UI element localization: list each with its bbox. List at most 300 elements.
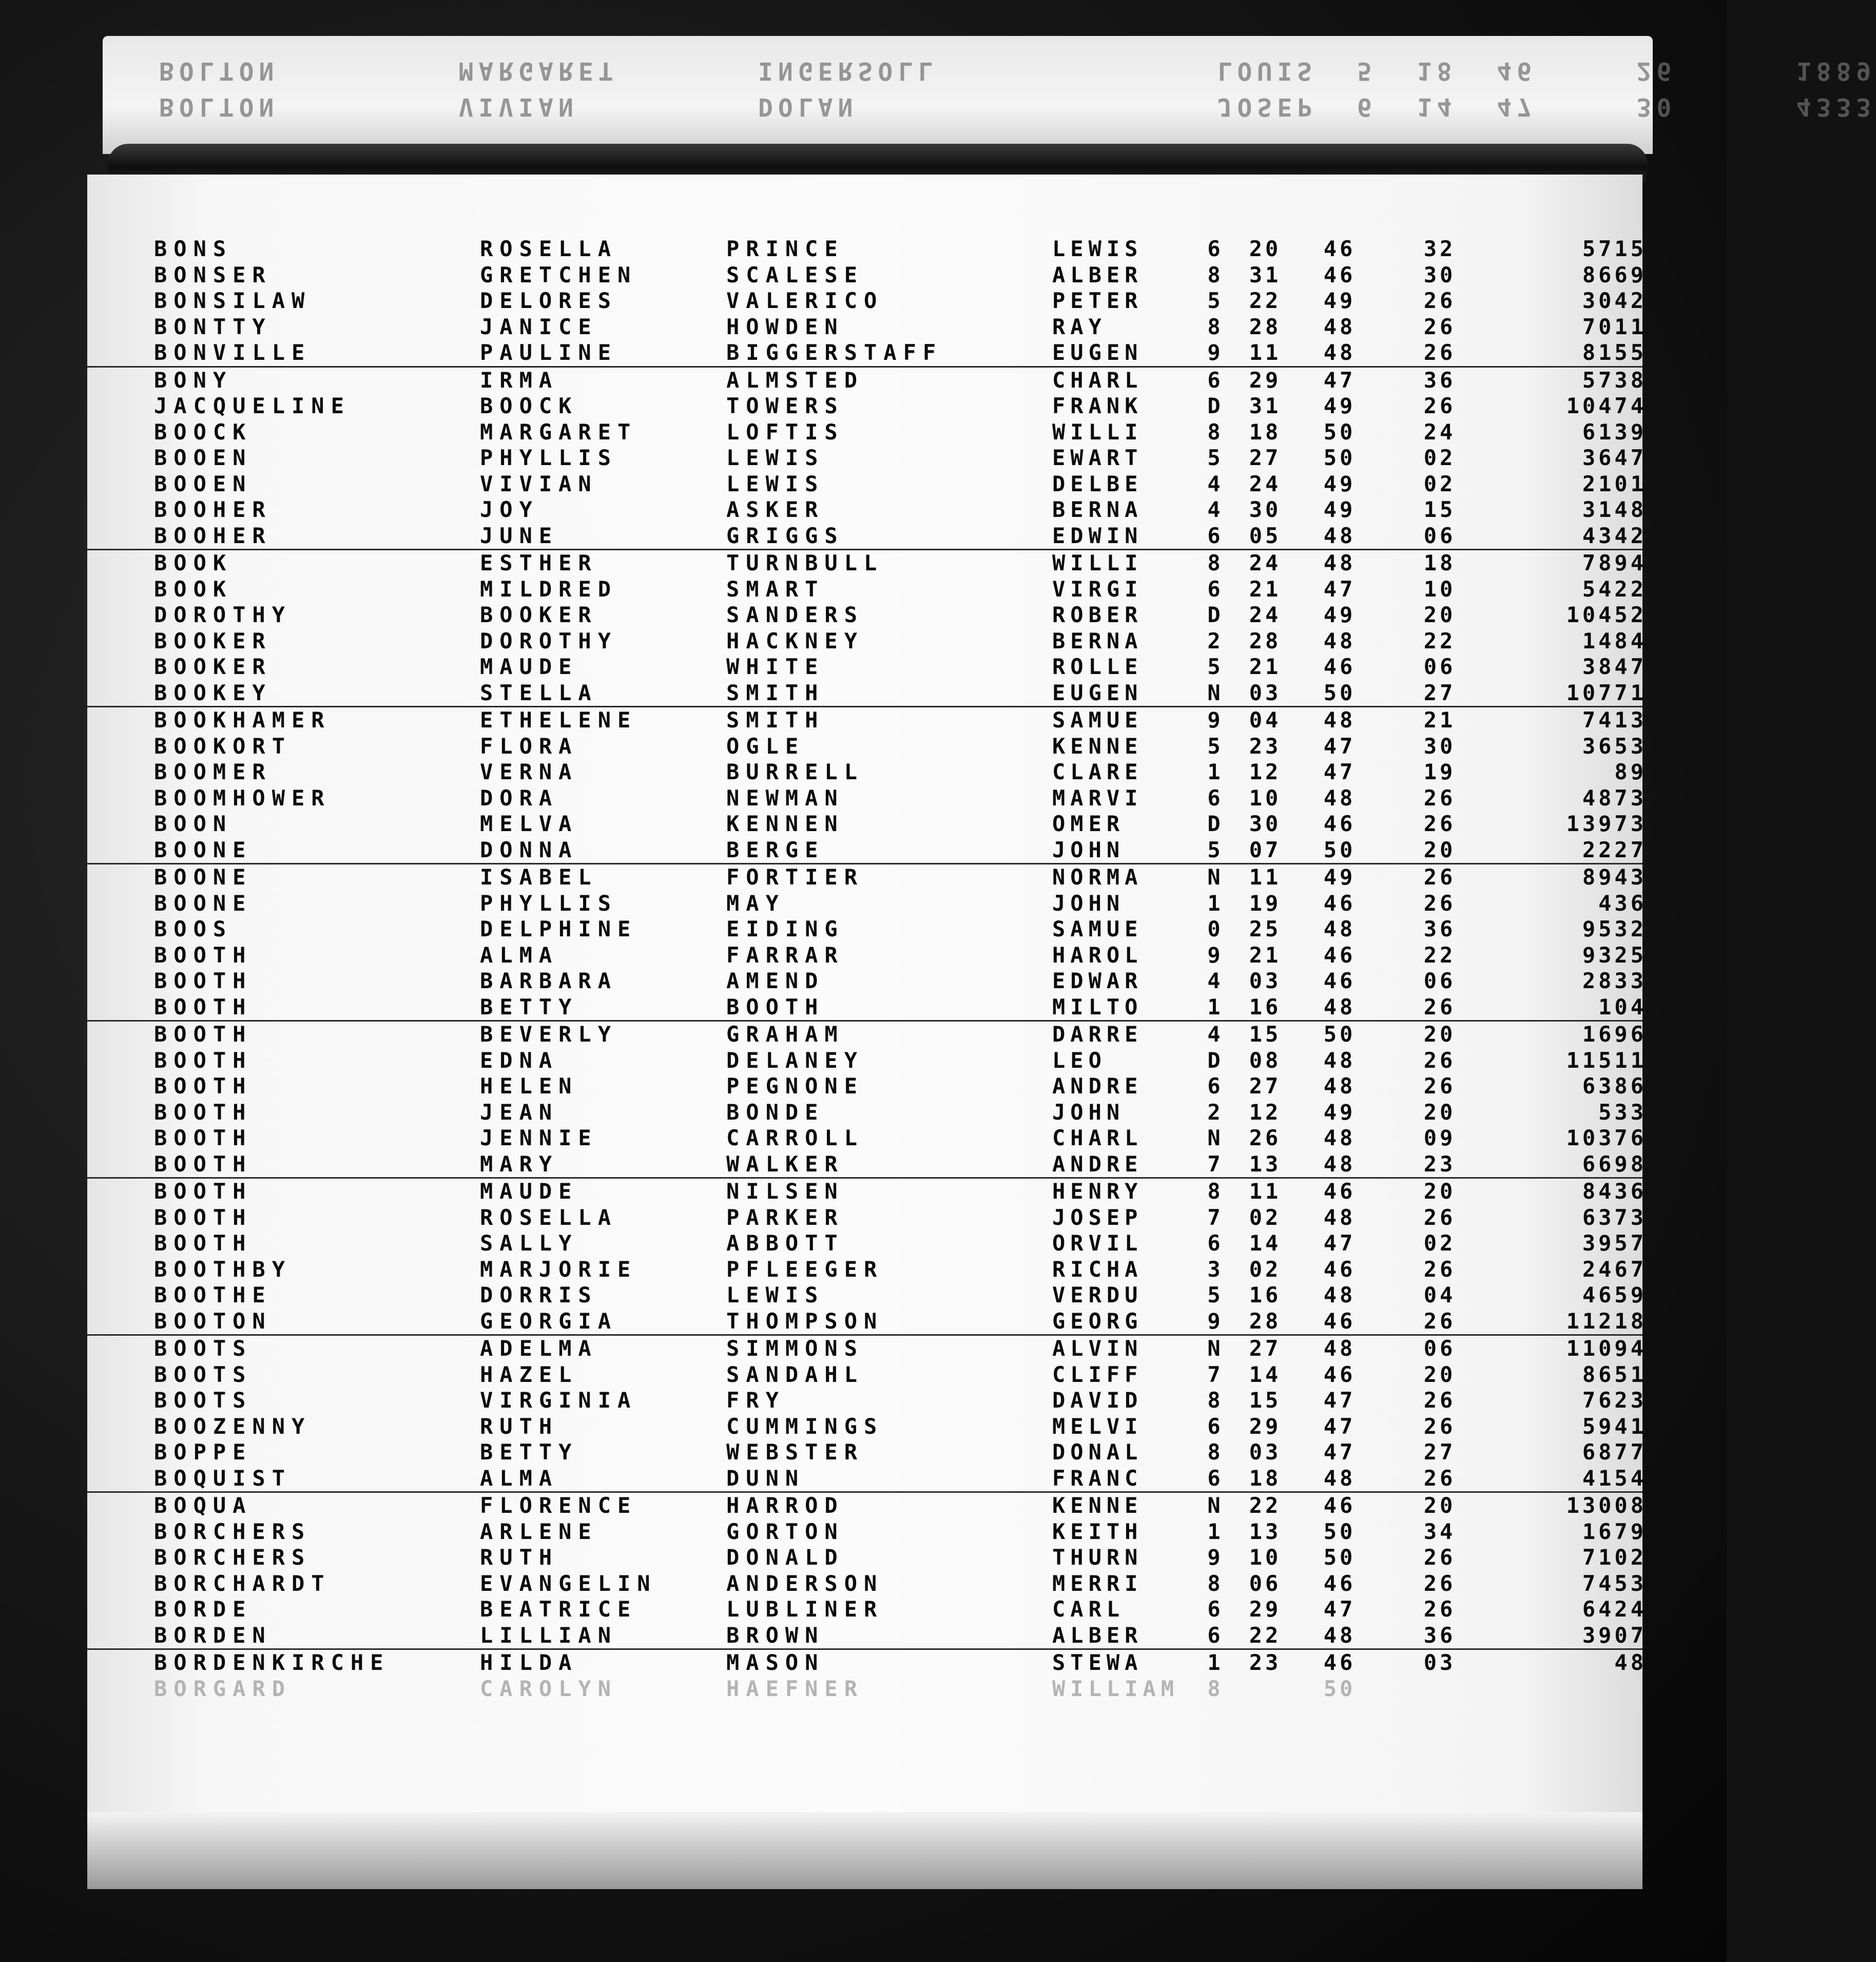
first-name-cell: MILDRED <box>480 576 618 602</box>
surname-cell: BOOKER <box>154 654 272 679</box>
month-cell: D <box>1207 1047 1221 1073</box>
surname-cell: BOOK <box>154 576 233 602</box>
record-row <box>87 1204 1647 1231</box>
spouse-first-name-cell: CHARL <box>1052 1125 1143 1150</box>
spouse-surname-cell: MASON <box>726 1650 825 1675</box>
year-cell: 46 <box>1323 236 1356 261</box>
first-name-cell: ESTHER <box>480 550 598 575</box>
surname-cell: BOOTH <box>154 1230 253 1256</box>
record-row <box>87 994 1647 1021</box>
month-cell: 9 <box>1207 707 1221 733</box>
first-name-cell: FLORA <box>480 733 578 759</box>
spouse-surname-cell: BROWN <box>726 1622 825 1648</box>
first-name-cell: MARJORIE <box>480 1256 637 1282</box>
surname-cell: BOOTH <box>154 968 253 993</box>
surname-cell: BONTTY <box>154 314 272 339</box>
first-name-cell: DELORES <box>480 288 618 313</box>
code-cell: 26 <box>1423 1596 1456 1622</box>
month-cell: 6 <box>1207 1596 1221 1622</box>
month-cell: 1 <box>1207 890 1221 916</box>
month-cell: 5 <box>1207 288 1221 313</box>
spouse-first-name-cell: NORMA <box>1052 864 1143 890</box>
first-name-cell: LILLIAN <box>480 1622 618 1648</box>
spouse-surname-cell: FRY <box>726 1388 785 1413</box>
spouse-surname-cell: HARROD <box>726 1493 844 1518</box>
spouse-first-name-cell: JOHN <box>1052 1099 1125 1125</box>
record-number-cell: 10771 <box>1566 680 1647 705</box>
spouse-first-name-cell: KENNE <box>1052 733 1143 759</box>
year-cell: 48 <box>1323 1336 1356 1361</box>
record-number-cell: 6373 <box>1582 1204 1647 1230</box>
year-cell: 50 <box>1323 1545 1356 1570</box>
code-cell: 18 <box>1423 550 1456 575</box>
year-cell: 47 <box>1323 1596 1356 1622</box>
first-name-cell: FLORENCE <box>480 1493 637 1518</box>
spouse-surname-cell: BURRELL <box>726 759 864 784</box>
month-cell: D <box>1207 393 1221 418</box>
month-cell: 9 <box>1207 1308 1221 1334</box>
day-cell: 13 <box>1249 1151 1282 1177</box>
first-name-cell: MARGARET <box>480 419 637 445</box>
month-cell: N <box>1207 1125 1221 1150</box>
spouse-surname-cell: CUMMINGS <box>726 1413 884 1439</box>
spouse-first-name-cell: HENRY <box>1052 1179 1143 1204</box>
record-number-cell: 6424 <box>1582 1596 1647 1622</box>
year-cell: 49 <box>1323 602 1356 627</box>
record-number-cell: 10376 <box>1566 1125 1647 1150</box>
spouse-surname-cell: AMEND <box>726 968 825 993</box>
spouse-first-name-cell: DAVID <box>1052 1388 1143 1413</box>
code-cell: 26 <box>1423 1204 1456 1230</box>
surname-cell: BOONE <box>154 864 253 890</box>
surname-cell: BORCHERS <box>154 1545 312 1570</box>
first-name-cell: PHYLLIS <box>480 445 618 470</box>
first-name-cell: DELPHINE <box>480 916 637 941</box>
month-cell: 5 <box>1207 733 1221 759</box>
record-row <box>87 706 1647 734</box>
code-cell: 09 <box>1423 1125 1456 1150</box>
spouse-first-name-cell: ALBER <box>1052 1622 1143 1648</box>
code-cell: 21 <box>1423 707 1456 733</box>
code-cell: 36 <box>1423 916 1456 941</box>
year-cell: 48 <box>1323 1047 1356 1073</box>
surname-cell: BONY <box>154 367 233 393</box>
spouse-first-name-cell: EUGEN <box>1052 680 1143 705</box>
month-cell: 9 <box>1207 942 1221 968</box>
code-cell: 32 <box>1423 236 1456 261</box>
year-cell: 49 <box>1323 288 1356 313</box>
spouse-surname-cell: CARROLL <box>726 1125 864 1150</box>
code-cell: 06 <box>1423 523 1456 548</box>
spouse-surname-cell: WHITE <box>726 654 825 679</box>
day-cell: 13 <box>1249 1518 1282 1544</box>
record-row <box>87 890 1647 917</box>
record-number-cell: 89 <box>1614 759 1647 784</box>
code-cell: 06 <box>1423 654 1456 679</box>
record-row <box>87 419 1647 446</box>
record-number-cell: 48 <box>1614 1650 1647 1675</box>
record-row <box>87 1491 1647 1519</box>
spouse-first-name-cell: ALBER <box>1052 262 1143 287</box>
year-cell: 48 <box>1323 1151 1356 1177</box>
month-cell: N <box>1207 864 1221 890</box>
mirrored-text-line: BOLTON MARGARET INGERSOLL LOUIS 5 18 46 26 1889 <box>159 56 1876 85</box>
first-name-cell: RUTH <box>480 1413 559 1439</box>
first-name-cell: JOY <box>480 497 539 522</box>
spouse-surname-cell: LEWIS <box>726 471 825 496</box>
year-cell: 46 <box>1323 942 1356 968</box>
surname-cell: BOOTHBY <box>154 1256 292 1282</box>
record-row <box>87 968 1647 994</box>
month-cell: D <box>1207 811 1221 836</box>
record-row <box>87 497 1647 523</box>
surname-cell: BORDENKIRCHE <box>154 1650 390 1675</box>
day-cell: 21 <box>1249 654 1282 679</box>
spouse-first-name-cell: LEWIS <box>1052 236 1143 261</box>
day-cell: 05 <box>1249 523 1282 548</box>
surname-cell: BOQUIST <box>154 1465 292 1491</box>
surname-cell: BOOTH <box>154 1099 253 1125</box>
day-cell: 29 <box>1249 1413 1282 1439</box>
year-cell: 46 <box>1323 1361 1356 1387</box>
year-cell: 50 <box>1323 1676 1356 1701</box>
month-cell: 6 <box>1207 236 1221 261</box>
surname-cell: BOQUA <box>154 1493 253 1518</box>
record-row <box>87 1099 1647 1126</box>
year-cell: 48 <box>1323 785 1356 811</box>
spouse-surname-cell: HOWDEN <box>726 314 844 339</box>
code-cell: 26 <box>1423 393 1456 418</box>
month-cell: 8 <box>1207 1676 1221 1701</box>
day-cell: 08 <box>1249 1047 1282 1073</box>
surname-cell: BOOHER <box>154 523 272 548</box>
spouse-surname-cell: BERGE <box>726 837 825 862</box>
first-name-cell: ALMA <box>480 1465 559 1491</box>
code-cell: 20 <box>1423 837 1456 862</box>
first-name-cell: BETTY <box>480 1439 578 1465</box>
day-cell: 19 <box>1249 890 1282 916</box>
day-cell: 31 <box>1249 262 1282 287</box>
code-cell: 36 <box>1423 367 1456 393</box>
record-number-cell: 3148 <box>1582 497 1647 522</box>
year-cell: 47 <box>1323 1230 1356 1256</box>
first-name-cell: PAULINE <box>480 340 618 365</box>
record-row <box>87 314 1647 340</box>
code-cell: 36 <box>1423 1622 1456 1648</box>
day-cell: 27 <box>1249 1336 1282 1361</box>
spouse-first-name-cell: FRANC <box>1052 1465 1143 1491</box>
spouse-first-name-cell: ALVIN <box>1052 1336 1143 1361</box>
spouse-surname-cell: OGLE <box>726 733 805 759</box>
year-cell: 49 <box>1323 864 1356 890</box>
record-row <box>87 1256 1647 1283</box>
month-cell: 1 <box>1207 759 1221 784</box>
surname-cell: BONSILAW <box>154 288 312 313</box>
surname-cell: BOOTH <box>154 1073 253 1099</box>
code-cell: 20 <box>1423 1179 1456 1204</box>
record-number-cell: 8943 <box>1582 864 1647 890</box>
first-name-cell: HAZEL <box>480 1361 578 1387</box>
year-cell: 46 <box>1323 262 1356 287</box>
record-number-cell: 9325 <box>1582 942 1647 968</box>
code-cell: 20 <box>1423 1493 1456 1518</box>
surname-cell: BOOEN <box>154 445 253 470</box>
index-page <box>87 175 1647 1889</box>
record-row <box>87 1676 1642 1702</box>
record-number-cell: 5738 <box>1582 367 1647 393</box>
spouse-first-name-cell: EWART <box>1052 445 1143 470</box>
day-cell: 30 <box>1249 497 1282 522</box>
record-number-cell: 1484 <box>1582 628 1647 653</box>
spouse-first-name-cell: EDWIN <box>1052 523 1143 548</box>
previous-page-strip <box>103 36 1876 154</box>
code-cell: 27 <box>1423 680 1456 705</box>
spouse-first-name-cell: ANDRE <box>1052 1151 1143 1177</box>
year-cell: 47 <box>1323 1439 1356 1465</box>
record-row <box>87 1545 1647 1571</box>
day-cell: 11 <box>1249 864 1282 890</box>
surname-cell: BOOTH <box>154 1204 253 1230</box>
surname-cell: BOOTH <box>154 942 253 968</box>
surname-cell: BOOKEY <box>154 680 272 705</box>
first-name-cell: BEVERLY <box>480 1022 618 1047</box>
surname-cell: BOOTH <box>154 1022 253 1047</box>
surname-cell: BOOHER <box>154 497 272 522</box>
year-cell: 50 <box>1323 680 1356 705</box>
month-cell: 0 <box>1207 916 1221 941</box>
year-cell: 47 <box>1323 759 1356 784</box>
day-cell: 03 <box>1249 680 1282 705</box>
spouse-first-name-cell: BERNA <box>1052 497 1143 522</box>
day-cell: 21 <box>1249 942 1282 968</box>
record-row <box>87 654 1647 680</box>
surname-cell: BORGARD <box>154 1676 292 1701</box>
surname-cell: BOOTON <box>154 1308 272 1334</box>
month-cell: 8 <box>1207 262 1221 287</box>
record-row <box>87 1361 1647 1388</box>
record-row <box>87 1177 1647 1205</box>
first-name-cell: ALMA <box>480 942 559 968</box>
day-cell: 16 <box>1249 1282 1282 1307</box>
record-row <box>87 471 1647 497</box>
spouse-surname-cell: HACKNEY <box>726 628 864 653</box>
record-number-cell: 3847 <box>1582 654 1647 679</box>
day-cell: 12 <box>1249 759 1282 784</box>
surname-cell: BOOS <box>154 916 233 941</box>
day-cell: 28 <box>1249 314 1282 339</box>
spouse-first-name-cell: MELVI <box>1052 1413 1143 1439</box>
first-name-cell: VIVIAN <box>480 471 598 496</box>
month-cell: 6 <box>1207 1073 1221 1099</box>
surname-cell: BOOTS <box>154 1388 253 1413</box>
spouse-surname-cell: LOFTIS <box>726 419 844 445</box>
page-bottom-edge <box>87 1812 1642 1889</box>
surname-cell: DOROTHY <box>154 602 292 627</box>
record-number-cell: 10474 <box>1566 393 1647 418</box>
record-row <box>87 1518 1647 1545</box>
record-row <box>87 811 1647 837</box>
record-row <box>87 288 1647 314</box>
surname-cell: BONVILLE <box>154 340 312 365</box>
day-cell: 10 <box>1249 785 1282 811</box>
surname-cell: BOONE <box>154 890 253 916</box>
day-cell: 14 <box>1249 1361 1282 1387</box>
spouse-surname-cell: WALKER <box>726 1151 844 1177</box>
day-cell: 20 <box>1249 236 1282 261</box>
code-cell: 15 <box>1423 497 1456 522</box>
spouse-first-name-cell: WILLIAM <box>1052 1676 1179 1701</box>
spouse-first-name-cell: KEITH <box>1052 1518 1143 1544</box>
month-cell: 8 <box>1207 314 1221 339</box>
record-row <box>87 1282 1647 1309</box>
month-cell: N <box>1207 1493 1221 1518</box>
day-cell: 30 <box>1249 811 1282 836</box>
day-cell: 10 <box>1249 1545 1282 1570</box>
month-cell: 6 <box>1207 576 1221 602</box>
record-row <box>87 1073 1647 1100</box>
spouse-surname-cell: SMITH <box>726 707 825 733</box>
surname-cell: BORCHARDT <box>154 1570 331 1596</box>
first-name-cell: BOOKER <box>480 602 598 627</box>
code-cell: 23 <box>1423 1151 1456 1177</box>
code-cell: 30 <box>1423 733 1456 759</box>
spouse-first-name-cell: CLIFF <box>1052 1361 1143 1387</box>
code-cell: 26 <box>1423 1047 1456 1073</box>
day-cell: 11 <box>1249 1179 1282 1204</box>
month-cell: 9 <box>1207 340 1221 365</box>
spouse-surname-cell: THOMPSON <box>726 1308 884 1334</box>
spouse-first-name-cell: VERDU <box>1052 1282 1143 1307</box>
first-name-cell: CAROLYN <box>480 1676 618 1701</box>
surname-cell: BORDE <box>154 1596 253 1622</box>
record-number-cell: 7413 <box>1582 707 1647 733</box>
first-name-cell: ISABEL <box>480 864 598 890</box>
first-name-cell: JENNIE <box>480 1125 598 1150</box>
record-row <box>87 549 1647 576</box>
code-cell: 26 <box>1423 288 1456 313</box>
day-cell: 23 <box>1249 733 1282 759</box>
spouse-first-name-cell: OMER <box>1052 811 1125 836</box>
day-cell: 14 <box>1249 1230 1282 1256</box>
month-cell: 2 <box>1207 628 1221 653</box>
first-name-cell: DOROTHY <box>480 628 618 653</box>
record-number-cell: 10452 <box>1566 602 1647 627</box>
spouse-surname-cell: TURNBULL <box>726 550 884 575</box>
year-cell: 48 <box>1323 550 1356 575</box>
spouse-surname-cell: PEGNONE <box>726 1073 864 1099</box>
first-name-cell: ADELMA <box>480 1336 598 1361</box>
first-name-cell: MAUDE <box>480 1179 578 1204</box>
spouse-surname-cell: LEWIS <box>726 1282 825 1307</box>
surname-cell: BOOTH <box>154 1125 253 1150</box>
year-cell: 48 <box>1323 1073 1356 1099</box>
day-cell: 18 <box>1249 419 1282 445</box>
record-row <box>87 1308 1647 1335</box>
year-cell: 50 <box>1323 419 1356 445</box>
code-cell: 04 <box>1423 1282 1456 1307</box>
year-cell: 46 <box>1323 890 1356 916</box>
spouse-surname-cell: SCALESE <box>726 262 864 287</box>
spouse-surname-cell: LEWIS <box>726 445 825 470</box>
record-row <box>87 1047 1647 1074</box>
month-cell: 8 <box>1207 419 1221 445</box>
spouse-surname-cell: GRAHAM <box>726 1022 844 1047</box>
month-cell: 8 <box>1207 1570 1221 1596</box>
month-cell: 4 <box>1207 968 1221 993</box>
code-cell: 06 <box>1423 1336 1456 1361</box>
first-name-cell: DONNA <box>480 837 578 862</box>
day-cell: 24 <box>1249 550 1282 575</box>
record-row <box>87 576 1647 603</box>
month-cell: 1 <box>1207 1650 1221 1675</box>
year-cell: 46 <box>1323 654 1356 679</box>
record-row <box>87 1622 1647 1649</box>
spouse-surname-cell: GORTON <box>726 1518 844 1544</box>
day-cell: 16 <box>1249 994 1282 1020</box>
spouse-surname-cell: BONDE <box>726 1099 825 1125</box>
month-cell: 8 <box>1207 1179 1221 1204</box>
year-cell: 48 <box>1323 1622 1356 1648</box>
year-cell: 48 <box>1323 1282 1356 1307</box>
day-cell: 29 <box>1249 1596 1282 1622</box>
day-cell: 31 <box>1249 393 1282 418</box>
year-cell: 50 <box>1323 1022 1356 1047</box>
day-cell: 23 <box>1249 1650 1282 1675</box>
year-cell: 47 <box>1323 367 1356 393</box>
record-number-cell: 8669 <box>1582 262 1647 287</box>
surname-cell: BORDEN <box>154 1622 272 1648</box>
spouse-first-name-cell: GEORG <box>1052 1308 1143 1334</box>
month-cell: 6 <box>1207 1622 1221 1648</box>
first-name-cell: ETHELENE <box>480 707 637 733</box>
spouse-surname-cell: ANDERSON <box>726 1570 884 1596</box>
record-row <box>87 837 1647 863</box>
spouse-first-name-cell: HAROL <box>1052 942 1143 968</box>
first-name-cell: BARBARA <box>480 968 618 993</box>
code-cell: 26 <box>1423 314 1456 339</box>
record-number-cell: 11511 <box>1566 1047 1647 1073</box>
month-cell: 8 <box>1207 550 1221 575</box>
day-cell: 25 <box>1249 916 1282 941</box>
spouse-surname-cell: WEBSTER <box>726 1439 864 1465</box>
spouse-first-name-cell: FRANK <box>1052 393 1143 418</box>
day-cell: 29 <box>1249 367 1282 393</box>
spouse-surname-cell: SMART <box>726 576 825 602</box>
month-cell: 6 <box>1207 1465 1221 1491</box>
first-name-cell: JANICE <box>480 314 598 339</box>
day-cell: 21 <box>1249 576 1282 602</box>
record-number-cell: 8651 <box>1582 1361 1647 1387</box>
surname-cell: BONSER <box>154 262 272 287</box>
code-cell: 20 <box>1423 602 1456 627</box>
record-number-cell: 3653 <box>1582 733 1647 759</box>
spouse-surname-cell: TOWERS <box>726 393 844 418</box>
year-cell: 48 <box>1323 523 1356 548</box>
surname-cell: BOOTH <box>154 1151 253 1177</box>
spouse-first-name-cell: PETER <box>1052 288 1143 313</box>
day-cell: 22 <box>1249 288 1282 313</box>
spouse-first-name-cell: RICHA <box>1052 1256 1143 1282</box>
surname-cell: BOOK <box>154 550 233 575</box>
record-row <box>87 445 1647 471</box>
spouse-surname-cell: SANDERS <box>726 602 864 627</box>
day-cell: 22 <box>1249 1622 1282 1648</box>
record-row <box>87 680 1647 706</box>
record-number-cell: 2833 <box>1582 968 1647 993</box>
day-cell: 02 <box>1249 1256 1282 1282</box>
first-name-cell: SALLY <box>480 1230 578 1256</box>
code-cell: 20 <box>1423 1361 1456 1387</box>
